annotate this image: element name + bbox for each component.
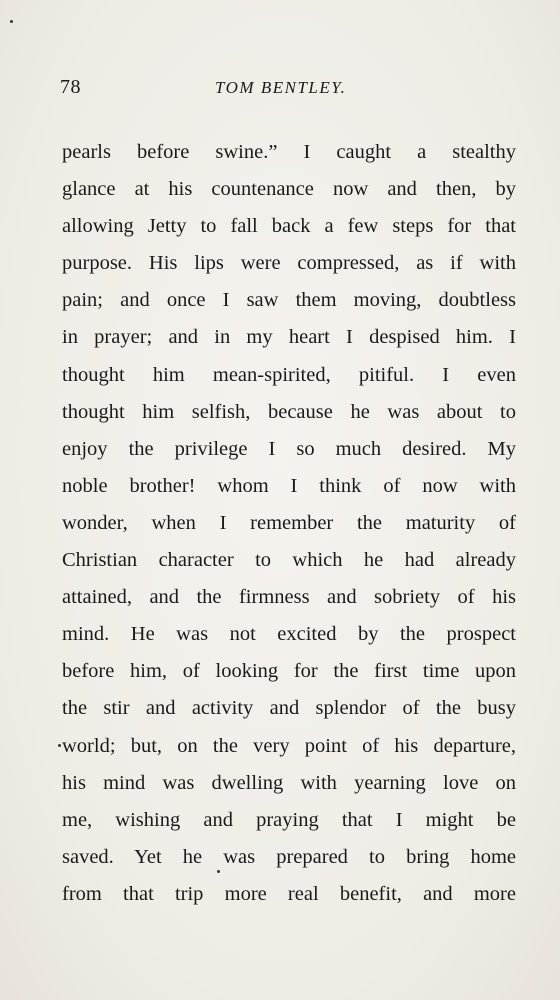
text-line: from that trip more real benefit, and more <box>62 882 516 905</box>
text-line: attained, and the firmness and sobriety of his <box>62 586 516 609</box>
text-line: pearls before swine.” I caught a stealthy <box>62 141 516 163</box>
text-line: wonder, when I remember the maturity of <box>62 511 516 534</box>
text-line: before him, of looking for the first time upon <box>62 660 516 683</box>
text-line: thought him mean-spirited, pitiful. I even <box>62 363 516 386</box>
text-line: enjoy the privilege I so much desired. My <box>62 437 516 460</box>
print-speck <box>58 744 61 747</box>
text-line: pain; and once I saw them moving, doubtless <box>62 289 516 312</box>
page-number: 78 <box>60 76 81 98</box>
text-line: allowing Jetty to fall back a few steps for that <box>62 215 516 238</box>
text-line: world; but, on the very point of his departure, <box>62 734 516 757</box>
page-header <box>60 76 520 104</box>
text-line: Christian character to which he had already <box>62 549 516 572</box>
text-line: mind. He was not excited by the prospect <box>62 623 516 646</box>
print-speck <box>217 870 220 873</box>
body-text <box>62 134 516 913</box>
running-title: TOM BENTLEY. <box>215 78 347 97</box>
print-speck <box>10 20 13 23</box>
text-line: his mind was dwelling with yearning love on <box>62 771 516 794</box>
text-line: the stir and activity and splendor of the busy <box>62 697 516 720</box>
text-line: glance at his countenance now and then, by <box>62 178 516 201</box>
text-line: in prayer; and in my heart I despised him. I <box>62 326 516 349</box>
text-line: thought him selfish, because he was about to <box>62 400 516 423</box>
text-line: purpose. His lips were compressed, as if with <box>62 252 516 275</box>
text-line: me, wishing and praying that I might be <box>62 808 516 831</box>
text-line: saved. Yet he was prepared to bring home <box>62 845 516 868</box>
text-line: noble brother! whom I think of now with <box>62 474 516 497</box>
